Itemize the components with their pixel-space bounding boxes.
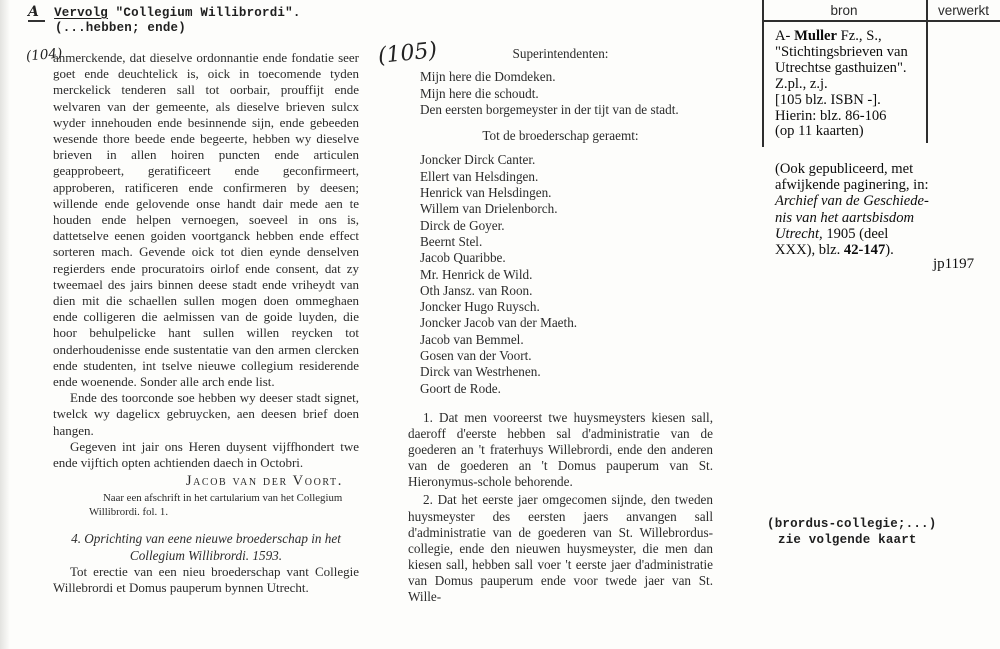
typed-header-line2: (...hebben; ende) (55, 21, 186, 35)
paragraph-ordonnantie (25, 45, 359, 390)
paragraph-gegeven: Gegeven int jair ons Heren duysent vijffhondert twe ende vijftich opten achtienden daech in Octobri. (53, 438, 359, 471)
source-text: Fz., S., (837, 28, 882, 44)
list-item: Den eersten borgemeyster in der tijt van de stadt. (420, 101, 679, 117)
source-line: "Stichtingsbrieven van (775, 43, 908, 60)
paragraph-ordonnantie-text: anmerckende, dat dieselve ordonnantie ende fondatie seer goet ende deuchtelick is, oick in toecomende tyden merckelick tenderen sall tot oorbair, prouffijt ende welvaren van der gemeente, als dieselve brieven sulcx wyder innehouden ende besinnende sijn, ende gebeeden wesende thore beede ende begeerte, hebben wy dieselve brieven in allen hoiren puncten ende articulen geapprobeert, geratificeert ende geconfirmeert, approberen, ratificeren ende confirmeren by deesen; willende ende gelovende onse handt dair mede aen te houden ende helpen vernoegen, soeveel in ons is, dattetselve eenen goiden voortganck hebben ende effect sorteren mach. Gevende oick tot dien eynde denselven regierders ende procuratoirs oirlof ende consent, dat zy tweemael des jairs binnen deese stadt ende vriheydt van dien mit die schaellen sullen mogen doen ommeghaen ende colligeren die aelmissen van de goide luyden, die hoor behulpelicke hant sullen willen reycken tot onderhoudenisse ende sustentatie van den armen clercken ende studenten, int tselve nieuwe collegium residerende ende woenende. Sonder alle arch ende list. (53, 50, 359, 390)
signature-jacob-van-der-voort: Jacob van der Voort. (185, 473, 343, 490)
pub-pages-bold: 42-147 (843, 242, 886, 259)
pub-text: 1905 (deel (822, 225, 889, 242)
list-item: Henrick van Helsdingen. (420, 185, 552, 201)
typed-note-line2: zie volgende kaart (778, 533, 917, 547)
section4-heading: 4. Oprichting van eene nieuwe broederschap in het Collegium Willibrordi. 1593. (71, 530, 341, 563)
pub-line: (Ook gepubliceerd, met (775, 161, 914, 177)
source-line: Z.pl., z.j. (775, 75, 828, 92)
source-line: Utrechtse gasthuizen". (775, 59, 907, 76)
middle-text-column (376, 37, 713, 607)
source-text: A- (775, 28, 795, 44)
section4-text: Tot erectie van een nieu broederschap vant Collegie Willebrordi et Domus pauperum bynnen Utrecht. (53, 563, 359, 595)
list-item: Joncker Dirck Canter. (420, 152, 536, 168)
column-header-verwerkt: verwerkt (937, 3, 989, 18)
handwritten-page-mark-105: (105) (376, 37, 439, 70)
card-rule-vertical-left (762, 0, 764, 147)
typed-header (28, 5, 301, 36)
typed-title-underlined: Vervolg (54, 6, 108, 20)
list-item: Goort de Rode. (420, 380, 501, 396)
card-publication-note (775, 161, 929, 258)
footnote-cartularium: Naar een afschrift in het cartularium van het Collegium Willibrordi. fol. 1. (89, 492, 343, 519)
handwritten-page-mark-104: (104) (25, 45, 63, 65)
column-header-bron: bron (830, 3, 858, 18)
typed-note (767, 516, 936, 548)
list-item: Mr. Henrick de Wild. (420, 266, 533, 282)
article-2: 2. Dat het eerste jaer omgecomen sijnde, den tweden huysmeyster des eersten jaers anvangen sall d'administratie van de goederen van St. Willebrordus-collegie, ende den nieuwen huysmeyster, die men dan kiesen sall, hebben sall voer 't eerste jaer d'administratie van Domus pauperum ende voor twede jaer van St. Wille- (408, 492, 713, 604)
source-line: Hierin: blz. 86-106 (775, 107, 887, 124)
card-code: jp1197 (933, 256, 975, 272)
source-line: (op 11 kaarten) (775, 123, 864, 140)
list-item: Jacob van Bemmel. (420, 331, 524, 347)
source-line (775, 29, 908, 45)
card-rule-horizontal (762, 20, 1000, 22)
heading-superintendenten: Superintendenten: (512, 46, 609, 61)
list-item: Gosen van der Voort. (420, 348, 532, 364)
paragraph-toorconde: Ende des toorconde soe hebben wy deeser stadt signet, twelck wy dagelicx gebruycken, aen deesen brief doen hangen. (53, 390, 359, 438)
source-line: [105 blz. ISBN -]. (775, 91, 881, 108)
pub-text: XXX), blz. (775, 242, 844, 259)
article-1: 1. Dat men vooreerst twe huysmeysters kiesen sall, daeroff d'eerste hebben sal d'administratie van de goederen an 't fraterhuys Willebrordi, ende den anderen van de goederen an 't Domus pauperum van St. Hieronymus-schole behorende. (408, 409, 713, 490)
heading-broederschap: Tot de broederschap geraemt: (482, 128, 639, 144)
scan-edge-shadow (0, 0, 10, 649)
typed-note-line1: (brordus-collegie;...) (767, 517, 937, 531)
pub-line-italic: nis van het aartsbisdom (775, 209, 915, 226)
list-item: Willem van Drielenborch. (420, 201, 558, 217)
list-item: Beernt Stel. (420, 233, 483, 249)
pub-line: afwijkende paginering, in: (775, 177, 929, 194)
list-item: Dirck de Goyer. (420, 217, 505, 233)
list-item: Mijn here die Domdeken. (420, 69, 556, 85)
superintendents-list (420, 69, 713, 118)
list-item: Ellert van Helsdingen. (420, 168, 539, 184)
list-item: Oth Jansz. van Roon. (420, 282, 533, 298)
list-item: Joncker Hugo Ruysch. (420, 299, 540, 315)
list-item: Jacob Quaribbe. (420, 250, 506, 266)
typed-header-line1 (28, 5, 301, 21)
members-list (420, 152, 713, 396)
pub-line (775, 226, 929, 242)
list-item: Joncker Jacob van der Maeth. (420, 315, 578, 331)
list-item: Mijn here die schoudt. (420, 85, 539, 101)
pub-text-italic: Utrecht, (775, 225, 823, 242)
left-text-column (25, 45, 359, 596)
pub-line-italic: Archief van de Geschiede- (775, 193, 929, 210)
pub-line (775, 242, 929, 258)
handwritten-letter-a: A (28, 4, 45, 22)
card-source-reference (775, 29, 908, 140)
source-author-bold: Muller (794, 28, 838, 44)
typed-title-rest: "Collegium Willibrordi". (107, 6, 301, 20)
list-item: Dirck van Westrhenen. (420, 364, 541, 380)
pub-text: ). (885, 242, 894, 259)
